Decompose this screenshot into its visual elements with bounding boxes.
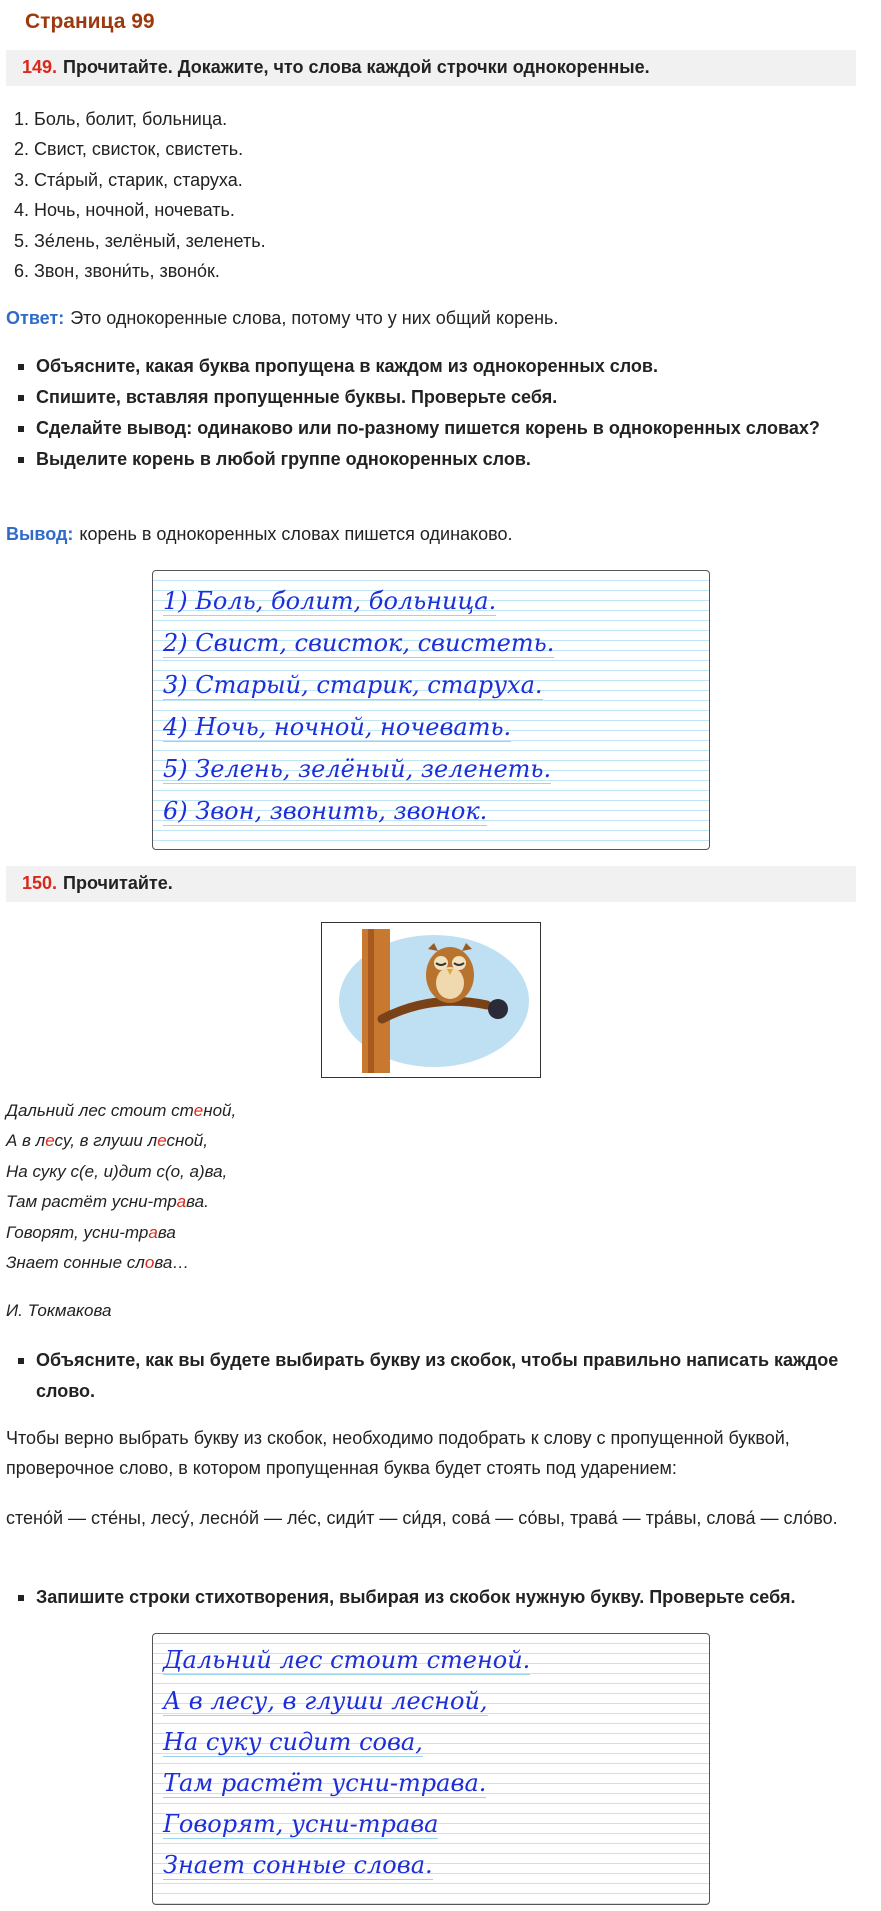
poem-line: А в лесу, в глуши лесной, xyxy=(6,1131,208,1151)
task-item: Выделите корень в любой группе однокоренных слов. xyxy=(14,444,854,475)
task-item: Спишите, вставляя пропущенные буквы. Проверьте себя. xyxy=(14,382,854,413)
poem-150 xyxy=(6,1096,236,1278)
task-list-150-2 xyxy=(14,1582,854,1613)
poem-line: Дальний лес стоит стеной, xyxy=(6,1101,237,1120)
handwritten-line: 4) Ночь, ночной, ночевать. xyxy=(163,713,512,741)
owl-illustration xyxy=(321,922,541,1078)
handwritten-line: А в лесу, в глуши лесной, xyxy=(163,1687,488,1715)
exercise-150-instruction: Прочитайте. xyxy=(63,873,173,893)
exercise-150-header xyxy=(6,866,856,902)
task-list-150-1 xyxy=(14,1345,854,1407)
page-title: Страница 99 xyxy=(25,10,155,33)
explanation-text: Чтобы верно выбрать букву из скобок, необходимо подобрать к слову с пропущенной буквой, проверочное слово, в котором пропущенная буква будет стоять под ударением: xyxy=(6,1428,790,1478)
word-list-149 xyxy=(14,104,266,286)
exercise-149-number: 149. xyxy=(22,57,58,77)
list-item: 2. Свист, свисток, свистеть. xyxy=(14,139,244,160)
handwritten-line: 6) Звон, звонить, звонок. xyxy=(163,797,488,825)
handwritten-line: На суку сидит сова, xyxy=(163,1728,423,1756)
owl-icon xyxy=(322,923,540,1077)
conclusion-149 xyxy=(6,524,513,545)
task-item: Сделайте вывод: одинаково или по-разному пишется корень в однокоренных словах? xyxy=(14,413,854,444)
list-item: 6. Звон, звони́ть, звоно́к. xyxy=(14,260,220,281)
conclusion-text: корень в однокоренных словах пишется одинаково. xyxy=(79,524,513,544)
list-item: 4. Ночь, ночной, ночевать. xyxy=(14,200,235,221)
answer-label: Ответ: xyxy=(6,308,65,328)
list-item: 3. Ста́рый, старик, старуха. xyxy=(14,169,243,190)
list-item: 1. Боль, болит, больница. xyxy=(14,109,228,129)
handwritten-line: 5) Зелень, зелёный, зеленеть. xyxy=(163,755,552,783)
answer-text: Это однокоренные слова, потому что у них общий корень. xyxy=(70,308,559,328)
handwriting-notebook-150 xyxy=(152,1633,710,1905)
handwritten-line: Знает сонные слова. xyxy=(163,1851,433,1879)
poem-line: На суку с(е, и)дит с(о, а)ва, xyxy=(6,1161,228,1181)
handwriting-notebook-149 xyxy=(152,570,710,850)
poem-line: Говорят, усни-трава xyxy=(6,1222,176,1242)
list-item: 5. Зе́лень, зелёный, зеленеть. xyxy=(14,230,266,251)
task-item: Объясните, как вы будете выбирать букву из скобок, чтобы правильно написать каждое слово. xyxy=(14,1345,854,1407)
handwritten-line: Говорят, усни-трава xyxy=(163,1810,439,1838)
poem-line: Там растёт усни-трава. xyxy=(6,1192,209,1212)
check-words-examples: стено́й — сте́ны, лесу́, лесно́й — ле́с, сиди́т — си́дя, сова́ — со́вы, трава́ — тра́вы, слова́ — сло́во. xyxy=(6,1508,838,1528)
poem-line: Знает сонные слова… xyxy=(6,1252,190,1272)
handwritten-line: 1) Боль, болит, больница. xyxy=(163,587,497,615)
exercise-150-number: 150. xyxy=(22,873,58,893)
exercise-149-instruction: Прочитайте. Докажите, что слова каждой строчки однокоренные. xyxy=(63,57,650,77)
handwritten-line: 3) Старый, старик, старуха. xyxy=(163,671,543,699)
task-list-149 xyxy=(14,351,854,475)
conclusion-label: Вывод: xyxy=(6,524,74,544)
answer-149 xyxy=(6,308,558,329)
poem-author: И. Токмакова xyxy=(6,1301,112,1320)
handwritten-line: Дальний лес стоит стеной. xyxy=(163,1646,531,1674)
exercise-149-header xyxy=(6,50,856,86)
handwritten-line: 2) Свист, свисток, свистеть. xyxy=(163,629,555,657)
task-item: Объясните, какая буква пропущена в каждом из однокоренных слов. xyxy=(14,351,854,382)
handwritten-line: Там растёт усни-трава. xyxy=(163,1769,487,1797)
task-item: Запишите строки стихотворения, выбирая из скобок нужную букву. Проверьте себя. xyxy=(14,1582,854,1613)
